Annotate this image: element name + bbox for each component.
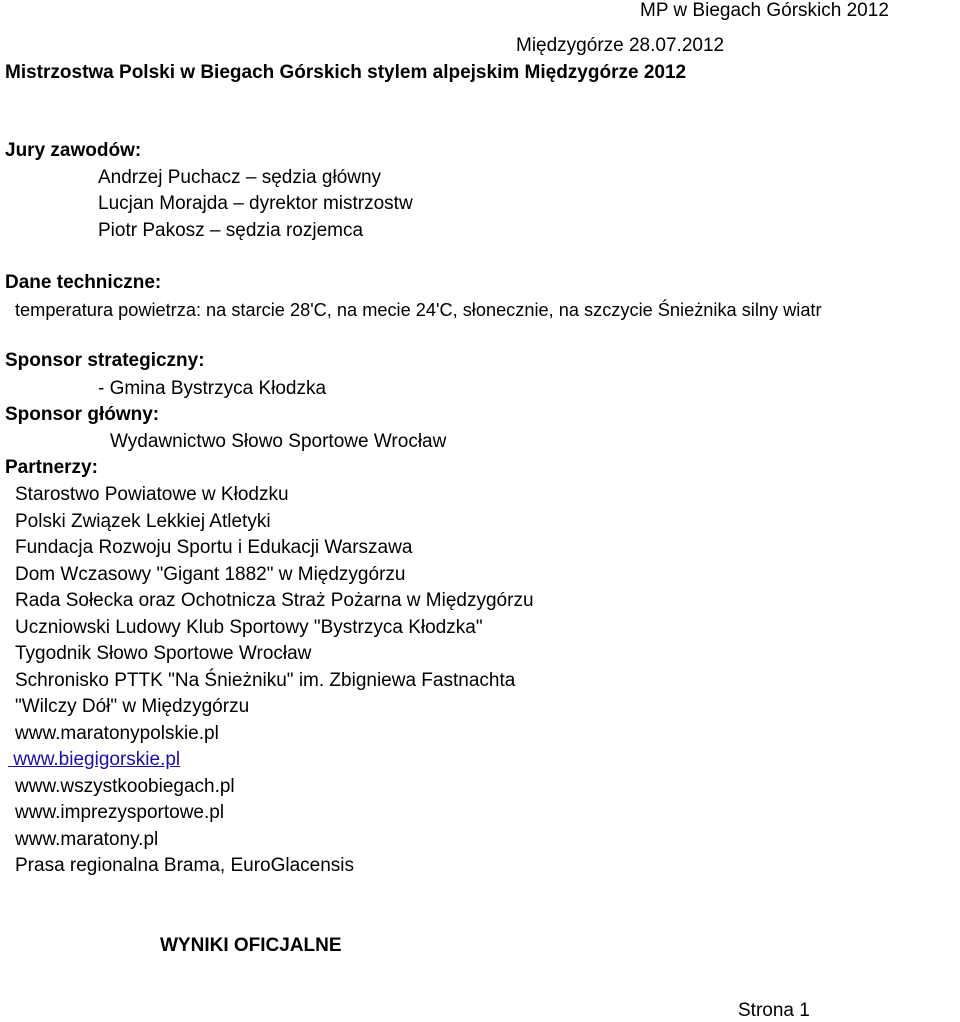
partner-item: Schronisko PTTK "Na Śnieżniku" im. Zbigniewa Fastnachta: [15, 670, 516, 691]
partners-heading: Partnerzy:: [5, 457, 98, 478]
main-sponsor-heading: Sponsor główny:: [5, 404, 160, 425]
date-line: Międzygórze 28.07.2012: [516, 35, 725, 56]
partner-item: Uczniowski Ludowy Klub Sportowy "Bystrzyca Kłodzka": [15, 617, 483, 638]
technical-text: temperatura powietrza: na starcie 28'C, na mecie 24'C, słonecznie, na szczycie Śnieżnika silny wiatr: [15, 300, 822, 320]
partner-item: Fundacja Rozwoju Sportu i Edukacji Warszawa: [15, 537, 413, 558]
partner-item: Polski Związek Lekkiej Atletyki: [15, 511, 271, 532]
jury-member: Lucjan Morajda – dyrektor mistrzostw: [98, 193, 413, 214]
page-number: Strona 1: [738, 1000, 810, 1021]
jury-heading: Jury zawodów:: [5, 140, 142, 161]
partner-item: Prasa regionalna Brama, EuroGlacensis: [15, 855, 355, 876]
partner-item: www.maratonypolskie.pl: [15, 723, 219, 744]
strategic-sponsor-heading: Sponsor strategiczny:: [5, 350, 205, 371]
technical-heading: Dane techniczne:: [5, 272, 162, 293]
partner-item: "Wilczy Dół" w Międzygórzu: [15, 696, 250, 717]
main-sponsor-name: Wydawnictwo Słowo Sportowe Wrocław: [110, 431, 447, 452]
partner-item: Dom Wczasowy "Gigant 1882" w Międzygórzu: [15, 564, 406, 585]
doc-title: MP w Biegach Górskich 2012: [640, 0, 889, 21]
partner-item: Rada Sołecka oraz Ochotnicza Straż Pożarna w Międzygórzu: [15, 590, 534, 611]
partner-item: www.wszystkoobiegach.pl: [15, 776, 235, 797]
jury-member: Andrzej Puchacz – sędzia główny: [98, 167, 382, 188]
event-title: Mistrzostwa Polski w Biegach Górskich stylem alpejskim Międzygórze 2012: [5, 62, 687, 83]
partner-link-biegigorskie[interactable]: www.biegigorskie.pl: [8, 749, 181, 770]
partner-item: Tygodnik Słowo Sportowe Wrocław: [15, 643, 312, 664]
partner-item: Starostwo Powiatowe w Kłodzku: [15, 484, 289, 505]
results-heading: WYNIKI OFICJALNE: [160, 935, 342, 956]
partner-item: www.maratony.pl: [15, 829, 159, 850]
partner-item: www.imprezysportowe.pl: [15, 802, 225, 823]
strategic-sponsor-name: - Gmina Bystrzyca Kłodzka: [98, 378, 327, 399]
jury-member: Piotr Pakosz – sędzia rozjemca: [98, 220, 364, 241]
